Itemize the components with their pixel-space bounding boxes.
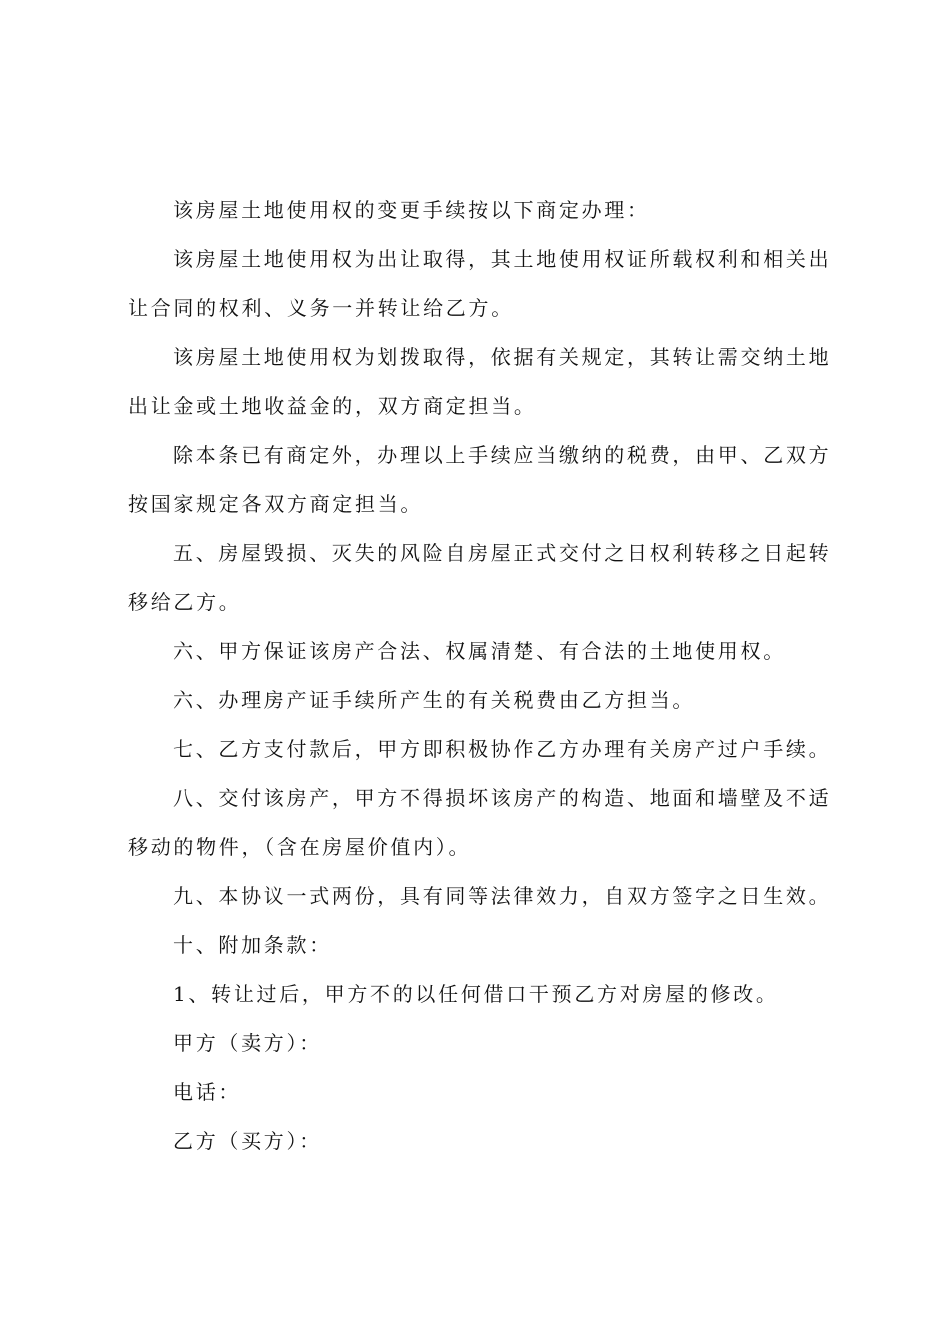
clause-6-seller-guarantee: 六、甲方保证该房产合法、权属清楚、有合法的土地使用权。 [173, 639, 786, 663]
party-a-seller-label: 甲方（卖方）： [173, 1031, 322, 1055]
phone-label: 电话： [173, 1080, 242, 1104]
clause-9-effectiveness: 九、本协议一式两份，具有同等法律效力，自双方签字之日生效。 [173, 884, 832, 908]
clause-8-property-delivery: 八、交付该房产，甲方不得损坏该房产的构造、地面和墙壁及不适移动的物件，（含在房屋价值内）。 [128, 786, 832, 859]
paragraph-land-use-procedure: 该房屋土地使用权的变更手续按以下商定办理： [173, 198, 650, 222]
paragraph-land-transfer-grant: 该房屋土地使用权为出让取得，其土地使用权证所载权利和相关出让合同的权利、义务一并转让给乙方。 [128, 247, 832, 320]
clause-7-transfer-assistance: 七、乙方支付款后，甲方即积极协作乙方办理有关房产过户手续。 [173, 737, 832, 761]
paragraph-land-allocation: 该房屋土地使用权为划拨取得，依据有关规定，其转让需交纳土地出让金或土地收益金的，双方商定担当。 [128, 345, 832, 418]
document-body [128, 186, 840, 1166]
clause-10-additional-terms: 十、附加条款： [173, 933, 332, 957]
paragraph-taxes-fees: 除本条已有商定外，办理以上手续应当缴纳的税费，由甲、乙双方按国家规定各双方商定担当。 [128, 443, 832, 516]
party-b-buyer-label: 乙方（买方）： [173, 1129, 322, 1153]
clause-6-certificate-fees: 六、办理房产证手续所产生的有关税费由乙方担当。 [173, 688, 696, 712]
additional-term-1: 1、转让过后，甲方不的以任何借口干预乙方对房屋的修改。 [173, 982, 779, 1006]
clause-5-risk-transfer: 五、房屋毁损、灭失的风险自房屋正式交付之日权利转移之日起转移给乙方。 [128, 541, 832, 614]
